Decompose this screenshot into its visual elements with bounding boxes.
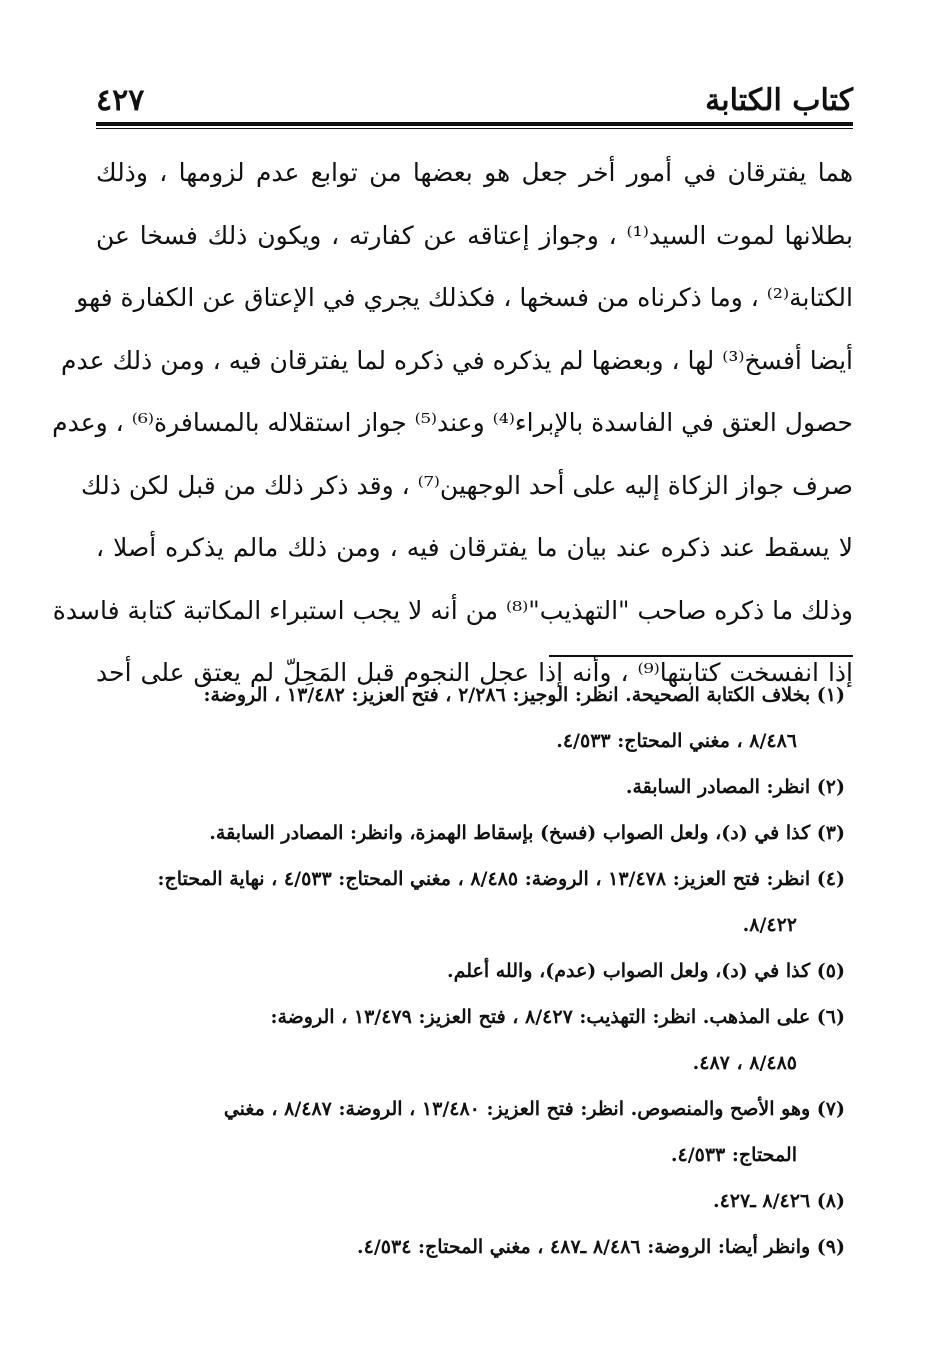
text-line: أيضا أفسخ⁽³⁾ لها ، وبعضها لم يذكره في ذكره لما يفترقان فيه ، ومن ذلك عدم xyxy=(61,345,853,375)
footnote-8 xyxy=(96,1178,845,1224)
footnote-continuation: المحتاج: ٤/٥٣٣. xyxy=(670,1144,797,1166)
text-line: إذا انفسخت كتابتها⁽⁹⁾ ، وأنه إذا عجل النجوم قبل المَحِلّ لم يعتق على أحد xyxy=(96,658,853,687)
text-line: الكتابة⁽²⁾ ، وما ذكرناه من فسخها ، فكذلك يجري في الإعتاق عن الكفارة فهو xyxy=(76,283,853,312)
text-line: هما يفترقان في أمور أخر جعل هو بعضها من توابع عدم لزومها ، وذلك xyxy=(96,158,853,187)
footnote-7 xyxy=(96,1086,845,1178)
footnote-text: (٤) انظر: فتح العزيز: ١٣/٤٧٨ ، الروضة: ٨/٤٨٥ ، مغني المحتاج: ٤/٥٣٣ ، نهاية المحتاج: xyxy=(157,868,845,890)
footnote-text: (٩) وانظر أيضا: الروضة: ٨/٤٨٦ ـ٤٨٧ ، مغني المحتاج: ٤/٥٣٤. xyxy=(357,1236,845,1258)
footnote-3 xyxy=(96,810,845,856)
footnote-continuation: ٨/٤٨٦ ، مغني المحتاج: ٤/٥٣٣. xyxy=(556,730,797,752)
footnote-1 xyxy=(96,672,845,764)
page-number: ٤٢٧ xyxy=(96,83,145,118)
text-line: صرف جواز الزكاة إليه على أحد الوجهين⁽⁷⁾ ، وقد ذكر ذلك من قبل لكن ذلك xyxy=(81,470,853,500)
footnote-text: (١) بخلاف الكتابة الصحيحة. انظر: الوجيز: ٢/٢٨٦ ، فتح العزيز: ١٣/٤٨٢ ، الروضة: xyxy=(203,684,845,706)
text-line: لا يسقط عند ذكره عند بيان ما يفترقان فيه ، ومن ذلك مالم يذكره أصلا ، xyxy=(96,533,853,562)
footnote-continuation: ٨/٤٢٢. xyxy=(742,914,797,936)
footnote-9 xyxy=(96,1224,845,1270)
footnote-separator xyxy=(549,655,853,657)
footnote-text: (٦) على المذهب. انظر: التهذيب: ٨/٤٢٧ ، فتح العزيز: ١٣/٤٧٩ ، الروضة: xyxy=(270,1006,845,1028)
footnote-6 xyxy=(96,994,845,1086)
footnotes xyxy=(96,672,845,1270)
text-line: حصول العتق في الفاسدة بالإبراء⁽⁴⁾ وعند⁽⁵⁾ جواز استقلاله بالمسافرة⁽⁶⁾ ، وعدم xyxy=(52,408,853,437)
footnote-text: (٢) انظر: المصادر السابقة. xyxy=(625,776,845,798)
running-header xyxy=(96,78,853,124)
footnote-text: (٣) كذا في (د)، ولعل الصواب (فسخ) بإسقاط الهمزة، وانظر: المصادر السابقة. xyxy=(209,822,845,844)
footnote-text: (٨) ٨/٤٢٦ ـ٤٢٧. xyxy=(712,1190,845,1212)
text-line: وذلك ما ذكره صاحب "التهذيب"⁽⁸⁾ من أنه لا يجب استبراء المكاتبة كتابة فاسدة xyxy=(52,595,853,625)
footnote-2 xyxy=(96,764,845,810)
footnote-text: (٥) كذا في (د)، ولعل الصواب (عدم)، والله أعلم. xyxy=(446,960,845,982)
header-rule xyxy=(96,122,853,129)
text-line: بطلانها لموت السيد⁽¹⁾ ، وجواز إعتاقه عن كفارته ، ويكون ذلك فسخا عن xyxy=(96,220,853,250)
footnote-5 xyxy=(96,948,845,994)
footnote-continuation: ٨/٤٨٥ ، ٤٨٧. xyxy=(692,1052,797,1074)
chapter-title: كتاب الكتابة xyxy=(705,83,853,118)
main-text xyxy=(52,142,853,705)
footnote-text: (٧) وهو الأصح والمنصوص. انظر: فتح العزيز: ١٣/٤٨٠ ، الروضة: ٨/٤٨٧ ، مغني xyxy=(223,1098,845,1120)
footnote-4 xyxy=(96,856,845,948)
